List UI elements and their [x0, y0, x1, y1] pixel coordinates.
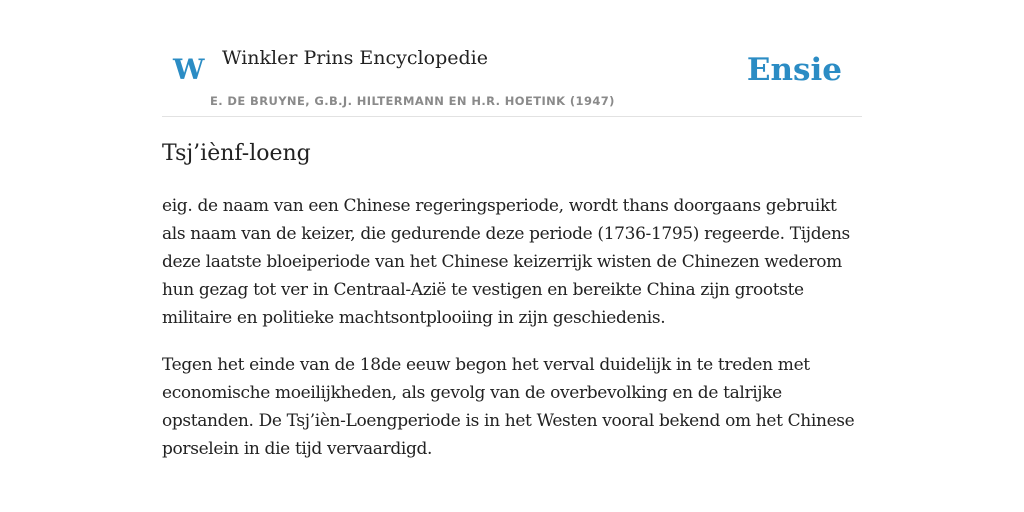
authors-credit: E. DE BRUYNE, G.B.J. HILTERMANN EN H.R. HOETINK (1947): [210, 94, 615, 108]
article-title: Tsj’iènf-loeng: [162, 141, 311, 166]
article-paragraph: eig. de naam van een Chinese regeringsperiode, wordt thans doorgaans gebruikt als naam van de keizer, die gedurende deze periode (1736-1795) regeerde. Tijdens deze laatste bloeiperiode van het Chinese keizerrijk wisten de Chinezen wederom hun gezag tot ver in Centraal-Azië te vestigen en bereikte China zijn grootste militaire en politieke machtsontplooiing in zijn geschiedenis.: [162, 196, 850, 328]
encyclopedia-header: [162, 0, 862, 117]
article-paragraph: Tegen het einde van de 18de eeuw begon het verval duidelijk in te treden met economische moeilijkheden, als gevolg van de overbevolking en de talrijke opstanden. De Tsj’ièn-Loengperiode is in het Westen vooral bekend om het Chinese porselein in die tijd vervaardigd.: [162, 355, 855, 459]
article: [162, 138, 862, 463]
winkler-prins-logo[interactable]: W: [173, 53, 205, 86]
site-title[interactable]: Winkler Prins Encyclopedie: [222, 47, 488, 69]
ensie-logo[interactable]: Ensie: [746, 52, 842, 88]
